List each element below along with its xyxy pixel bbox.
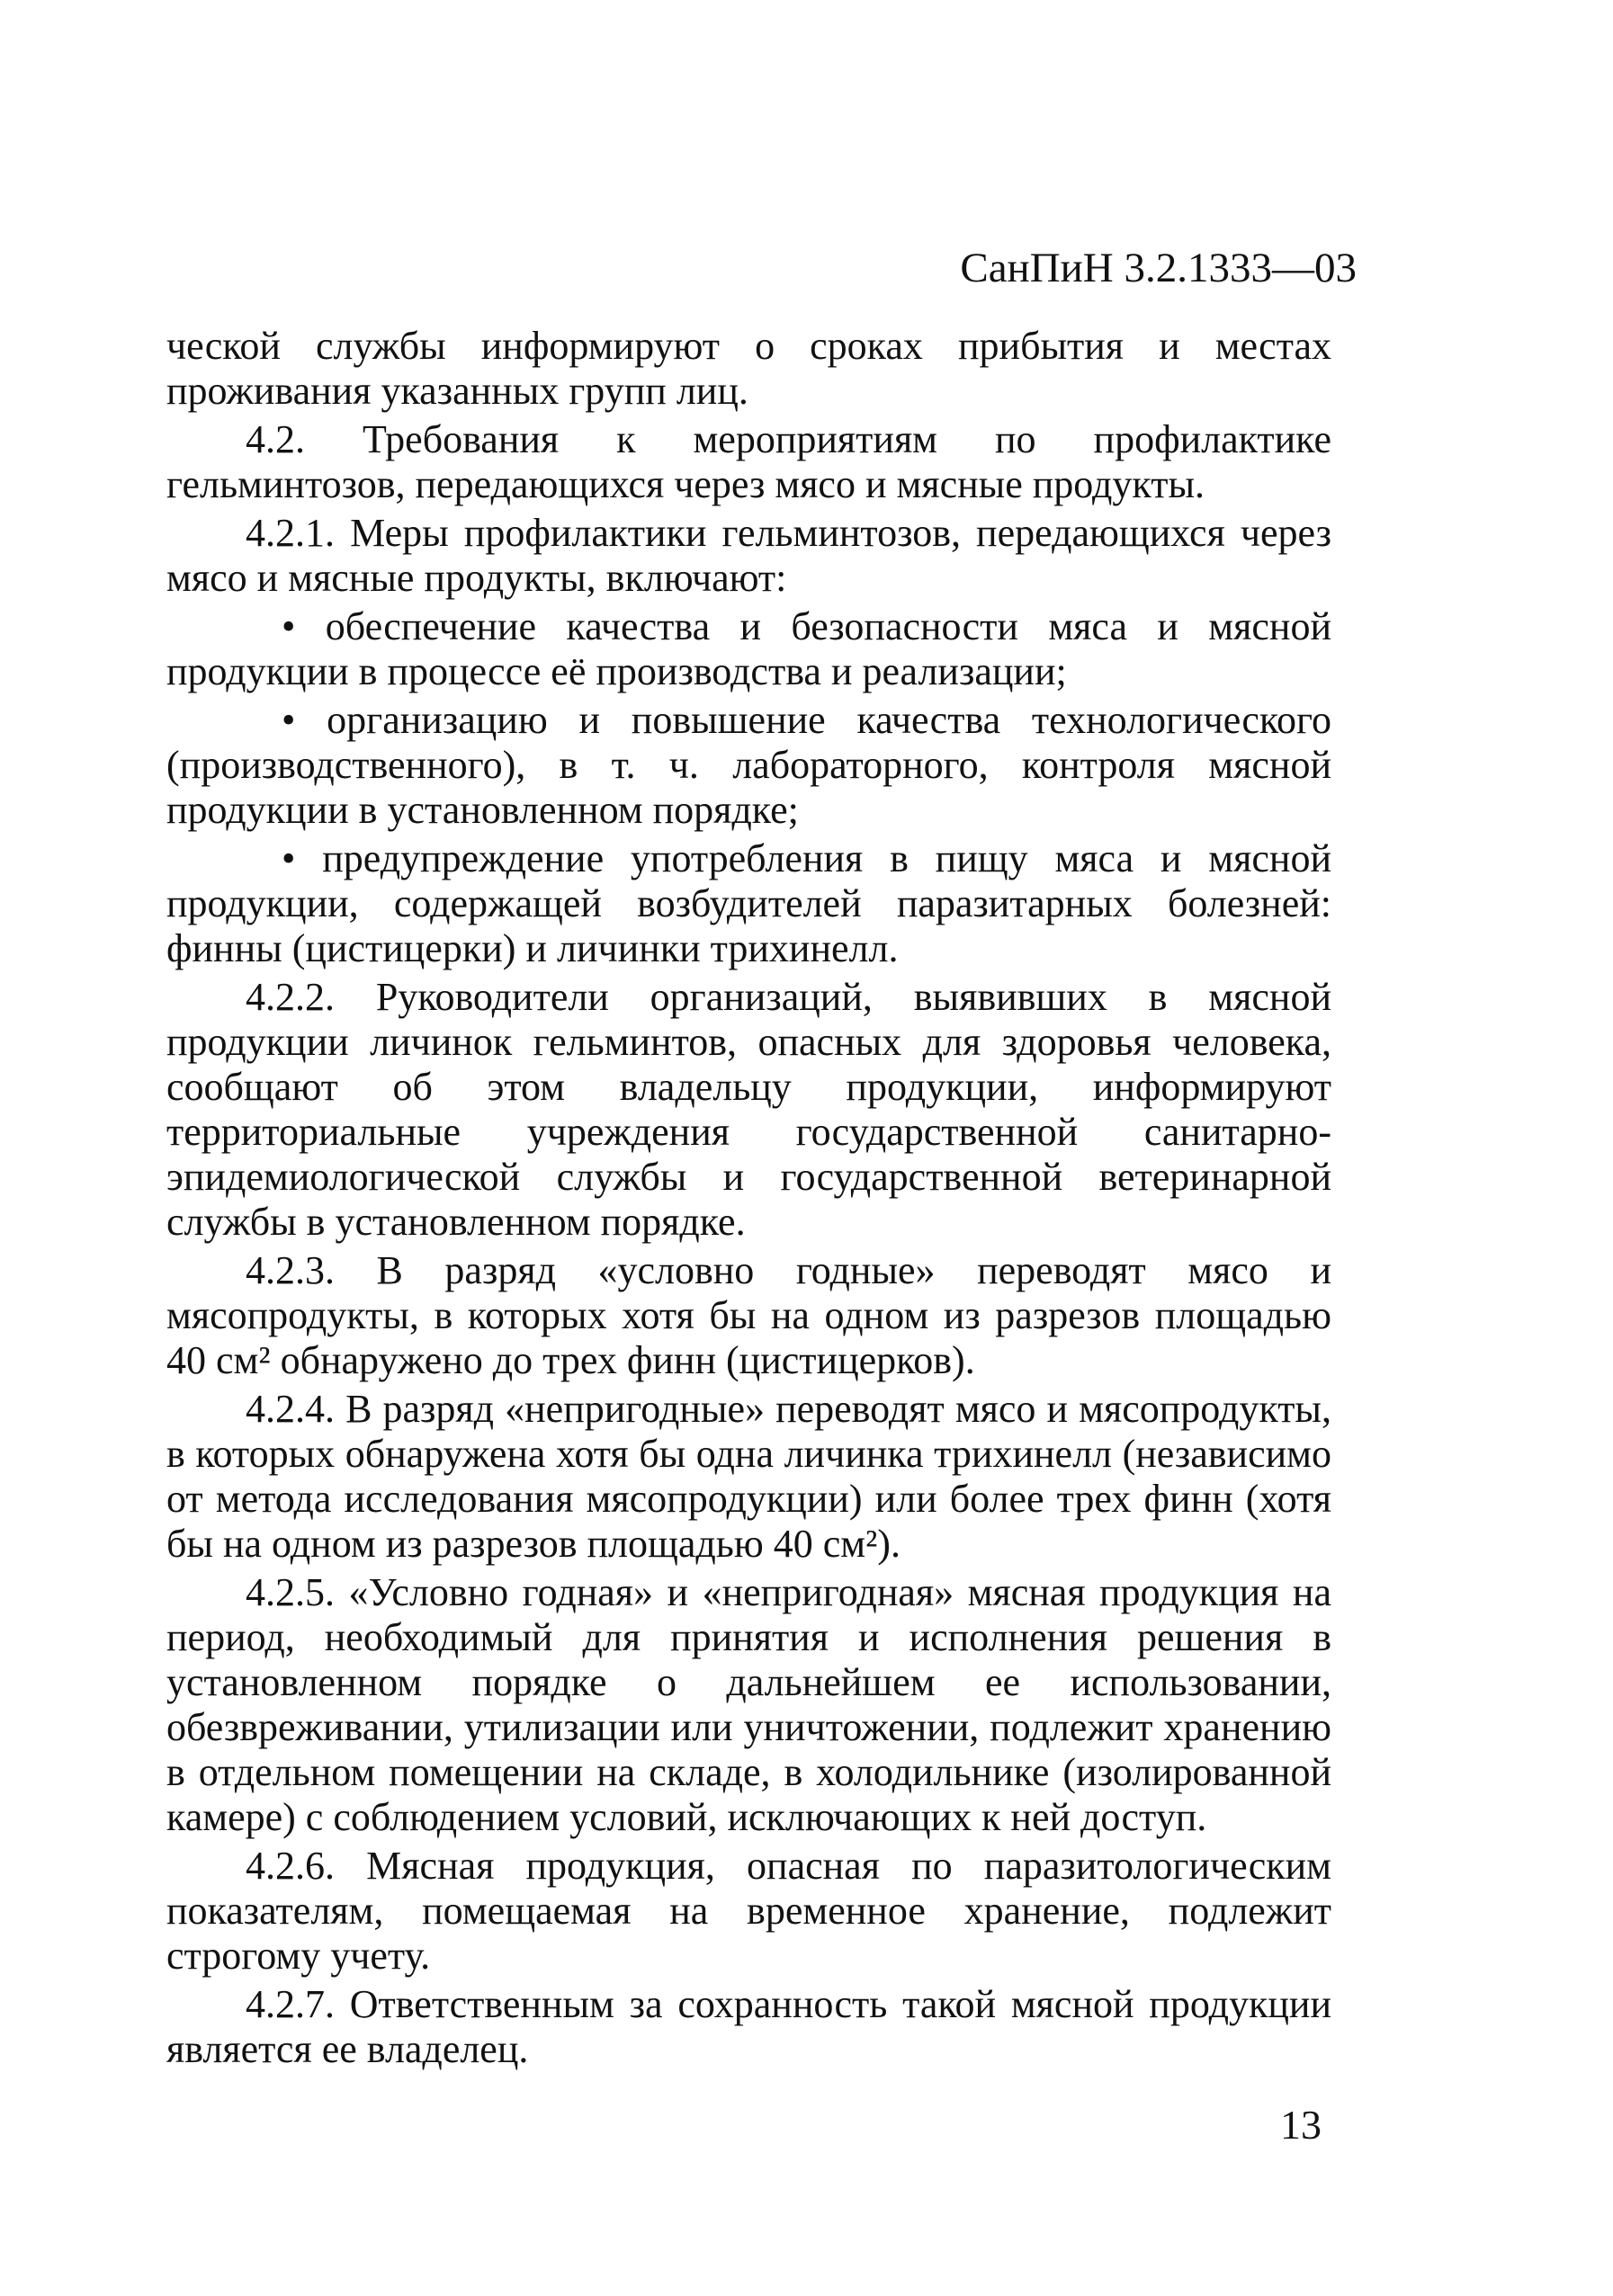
bullet-item-quality: • обеспечение качества и безопасности мяса и мясной продукции в процессе её производства и реализации; [166,604,1331,693]
paragraph-4-2-5: 4.2.5. «Условно годная» и «непригодная» мясная продукция на период, необходимый для принятия и исполнения решения в установленном порядке о дальнейшем ее использовании, обезвреживании, утилизации или уничтожении, подлежит хранению в отдельном помещении на складе, в холодильнике (изолированной камере) с соблюдением условий, исключающих к ней доступ. [166,1570,1331,1839]
bullet-item-control: • организацию и повышение качества технологического (производственного), в т. ч. лабораторного, контроля мясной продукции в установленном порядке; [166,698,1331,832]
paragraph-4-2-4: 4.2.4. В разряд «непригодные» переводят мясо и мясопродукты, в которых обнаружена хотя бы одна личинка трихинелл (независимо от метода исследования мясопродукции) или более трех финн (хотя бы на одном из разрезов площадью 40 см²). [166,1387,1331,1566]
document-body [166,324,1331,2072]
bullet-item-prevention: • предупреждение употребления в пищу мяса и мясной продукции, содержащей возбудителей паразитарных болезней: финны (цистицерки) и личинки трихинелл. [166,836,1331,970]
paragraph-4-2-7: 4.2.7. Ответственным за сохранность такой мясной продукции является ее владелец. [166,1982,1331,2071]
document-code-header: СанПиН 3.2.1333—03 [960,245,1357,291]
paragraph-4-2: 4.2. Требования к мероприятиям по профилактике гельминтозов, передающихся через мясо и мясные продукты. [166,417,1331,506]
page-number: 13 [1280,2102,1322,2148]
paragraph-4-2-6: 4.2.6. Мясная продукция, опасная по паразитологическим показателям, помещаемая на временное хранение, подлежит строгому учету. [166,1844,1331,1978]
paragraph-4-2-1: 4.2.1. Меры профилактики гельминтозов, передающихся через мясо и мясные продукты, включают: [166,511,1331,600]
paragraph-4-2-2: 4.2.2. Руководители организаций, выявивших в мясной продукции личинок гельминтов, опасных для здоровья человека, сообщают об этом владельцу продукции, информируют территориальные учреждения государственной санитарно-эпидемиологической службы и государственной ветеринарной службы в установленном порядке. [166,975,1331,1244]
paragraph-continuation: ческой службы информируют о сроках прибытия и местах проживания указанных групп лиц. [166,324,1331,413]
paragraph-4-2-3: 4.2.3. В разряд «условно годные» переводят мясо и мясопродукты, в которых хотя бы на одном из разрезов площадью 40 см² обнаружено до трех финн (цистицерков). [166,1248,1331,1382]
